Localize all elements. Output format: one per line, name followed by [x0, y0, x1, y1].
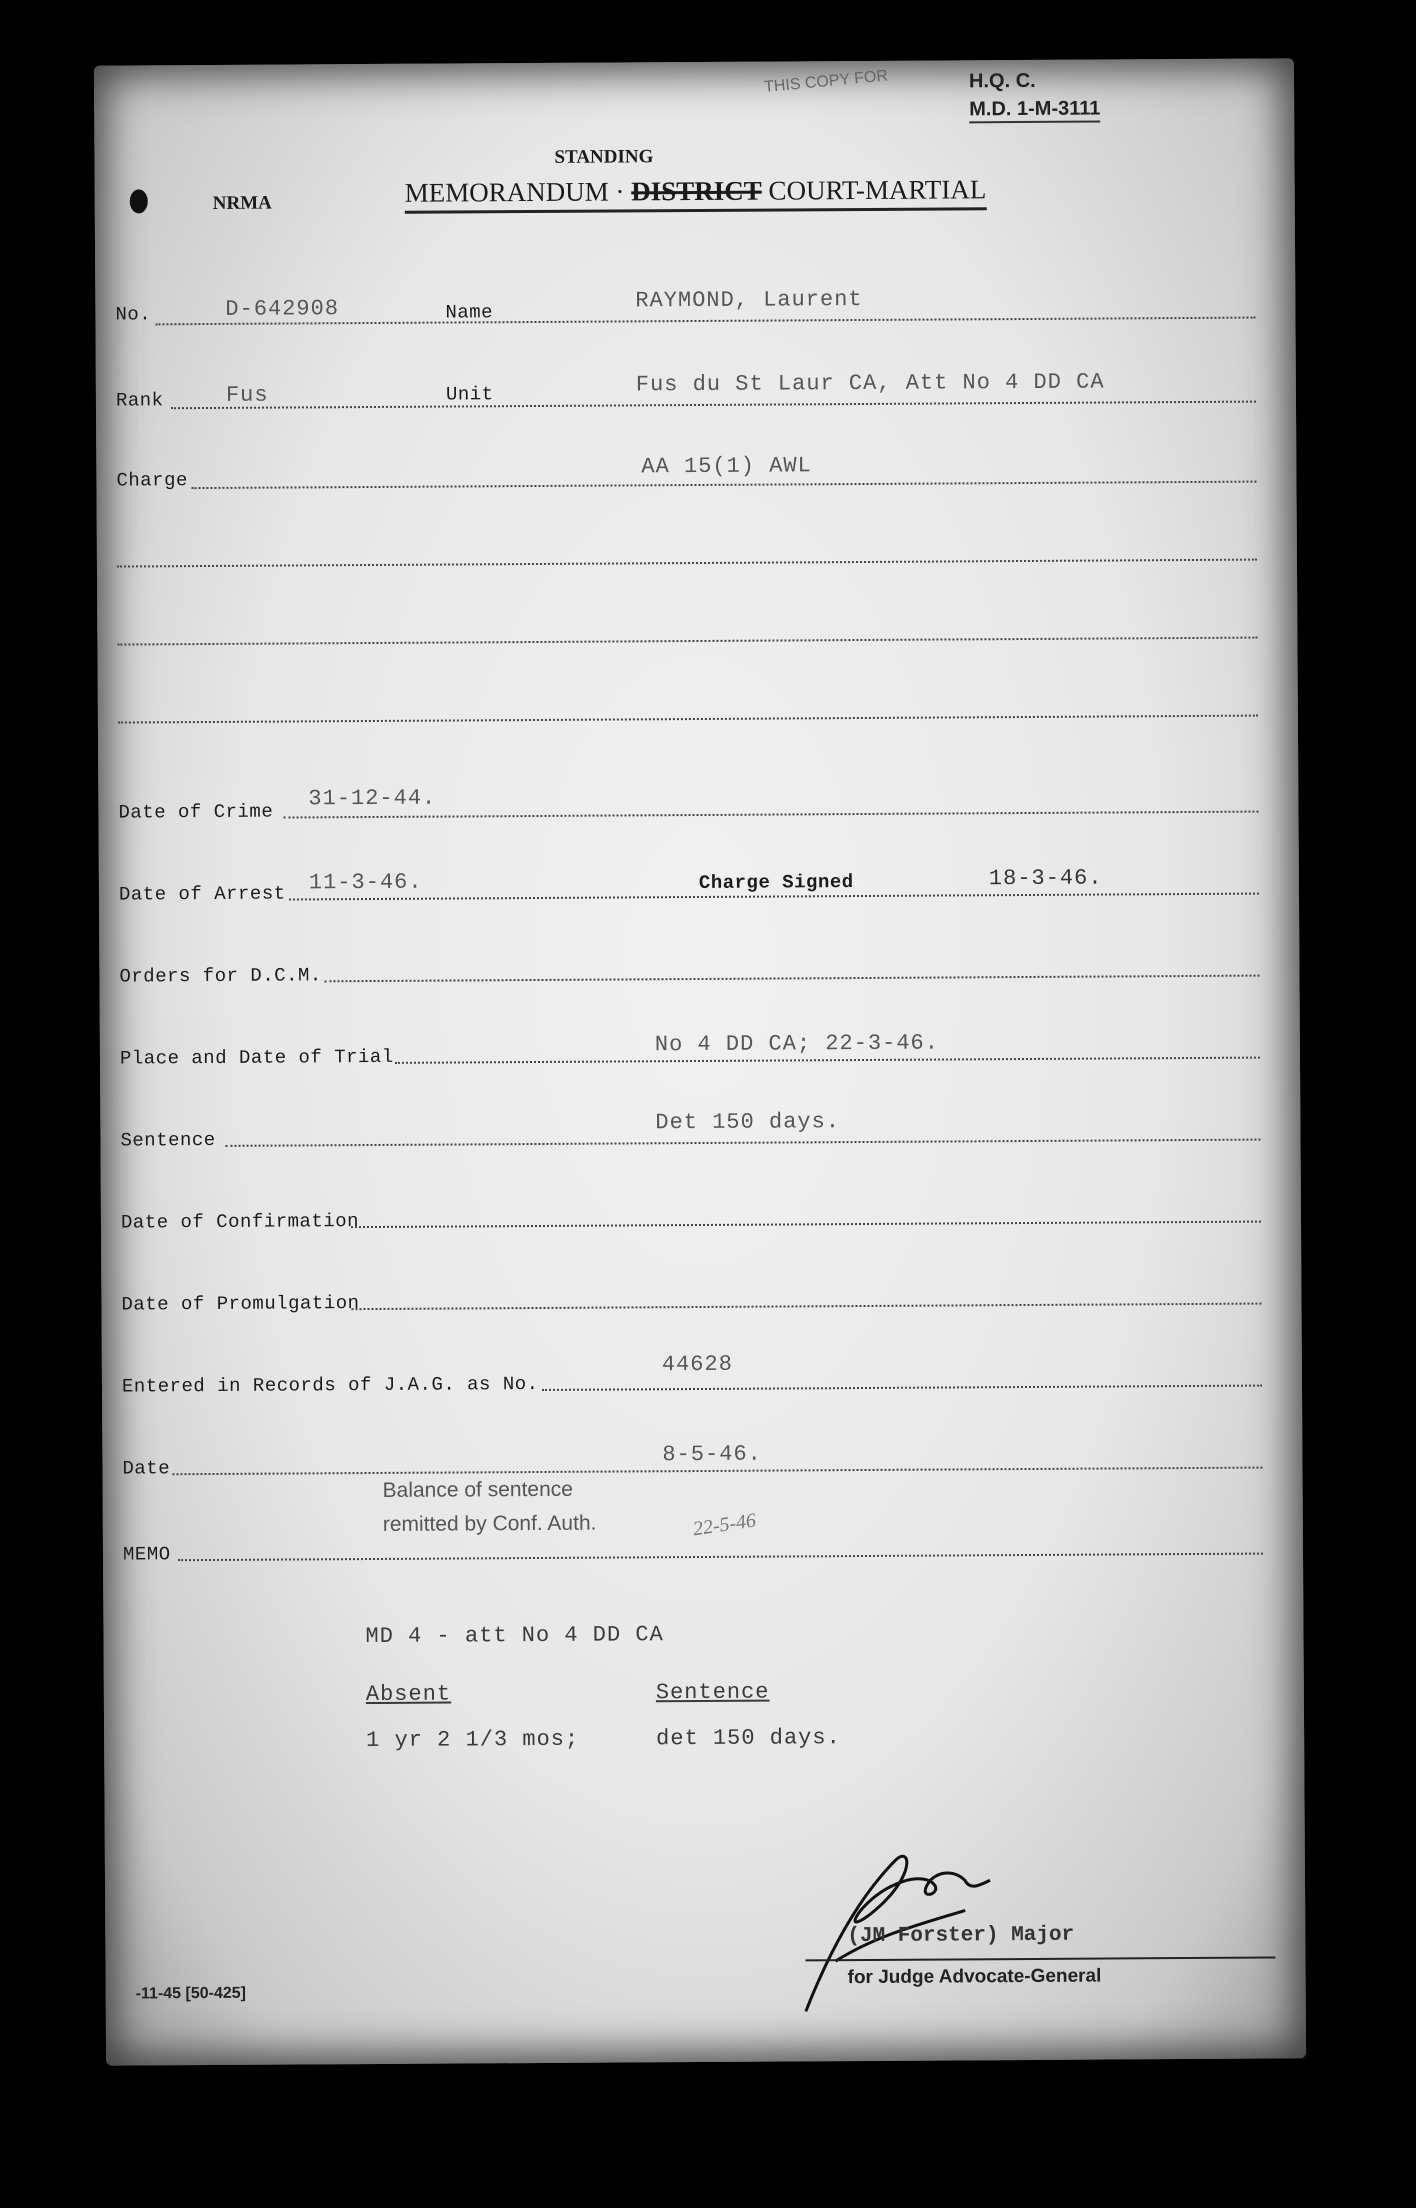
dotted-line	[191, 481, 1256, 490]
date-value: 8-5-46.	[662, 1441, 762, 1468]
notes-line-1: MD 4 - att No 4 DD CA	[365, 1622, 664, 1650]
title-struck: DISTRICT	[631, 175, 762, 207]
no-label: No.	[115, 303, 152, 326]
dotted-line	[289, 893, 1259, 901]
place-trial-value: No 4 DD CA; 22-3-46.	[654, 1030, 940, 1058]
records-value: 44628	[661, 1351, 733, 1378]
dotted-line	[324, 975, 1259, 983]
stamp-line-1: Balance of sentence	[382, 1477, 573, 1502]
dotted-line	[351, 1221, 1261, 1229]
sentence-value: Det 150 days.	[655, 1109, 841, 1136]
unit-label: Unit	[445, 383, 494, 406]
name-value: RAYMOND, Laurent	[635, 286, 863, 314]
title-suffix: COURT-MARTIAL	[768, 174, 987, 206]
date-of-arrest-label: Date of Arrest	[118, 882, 286, 906]
dotted-line	[283, 811, 1258, 819]
records-label: Entered in Records of J.A.G. as No.	[121, 1372, 539, 1398]
date-of-crime-label: Date of Crime	[118, 800, 274, 824]
date-promulgation-label: Date of Promulgation	[121, 1292, 360, 1316]
stamp-date: 22-5-46	[691, 1509, 758, 1541]
signature-name: (JM Forster) Major	[847, 1923, 1075, 1949]
form-code: NRMA	[212, 192, 272, 214]
reference-1: H.Q. C.	[968, 69, 1036, 93]
reference-2: M.D. 1-M-3111	[969, 98, 1100, 124]
charge-value: AA 15(1) AWL	[641, 453, 812, 480]
rank-value: Fus	[225, 382, 269, 408]
signature-title: for Judge Advocate-General	[847, 1965, 1102, 1989]
name-label: Name	[445, 301, 494, 324]
form-reference: -11-45 [50-425]	[135, 1984, 247, 2003]
dotted-line	[173, 1467, 1263, 1476]
notes-sentence-header: Sentence	[655, 1679, 770, 1706]
dotted-line	[117, 637, 1257, 646]
orders-label: Orders for D.C.M.	[119, 964, 322, 988]
dotted-line	[225, 1139, 1260, 1147]
title-inserted: STANDING	[554, 146, 654, 168]
date-confirmation-label: Date of Confirmation	[120, 1210, 360, 1234]
dotted-line	[117, 559, 1257, 568]
charge-signed-value: 18-3-46.	[988, 865, 1103, 892]
document-page	[94, 58, 1306, 2065]
place-trial-label: Place and Date of Trial	[119, 1045, 394, 1070]
title-prefix: MEMORANDUM	[404, 176, 609, 208]
page-title	[405, 174, 987, 214]
sentence-label: Sentence	[120, 1128, 216, 1152]
charge-label: Charge	[116, 469, 188, 492]
unit-value: Fus du St Laur CA, Att No 4 DD CA	[635, 369, 1105, 398]
notes-absent-value: 1 yr 2 1/3 mos;	[366, 1726, 580, 1754]
remission-stamp	[383, 1473, 597, 1542]
stamp-line-2: remitted by Conf. Auth.	[382, 1511, 597, 1536]
date-of-arrest-value: 11-3-46.	[308, 869, 423, 896]
date-label: Date	[122, 1457, 171, 1480]
copy-note: THIS COPY FOR	[763, 67, 889, 96]
title-separator: ·	[615, 176, 625, 207]
dotted-line	[351, 1303, 1261, 1311]
memo-label: MEMO	[122, 1543, 171, 1566]
date-of-crime-value: 31-12-44.	[308, 785, 437, 812]
dotted-line	[395, 1057, 1260, 1064]
dotted-line	[178, 1553, 1263, 1562]
dotted-line	[542, 1385, 1262, 1391]
dotted-line	[171, 401, 1256, 410]
charge-signed-label: Charge Signed	[698, 871, 854, 895]
dotted-line	[118, 715, 1258, 724]
service-number: D-642908	[225, 296, 340, 322]
rank-label: Rank	[115, 389, 164, 412]
punch-hole	[130, 189, 148, 213]
notes-absent-header: Absent	[365, 1681, 452, 1708]
notes-sentence-value: det 150 days.	[656, 1725, 841, 1752]
